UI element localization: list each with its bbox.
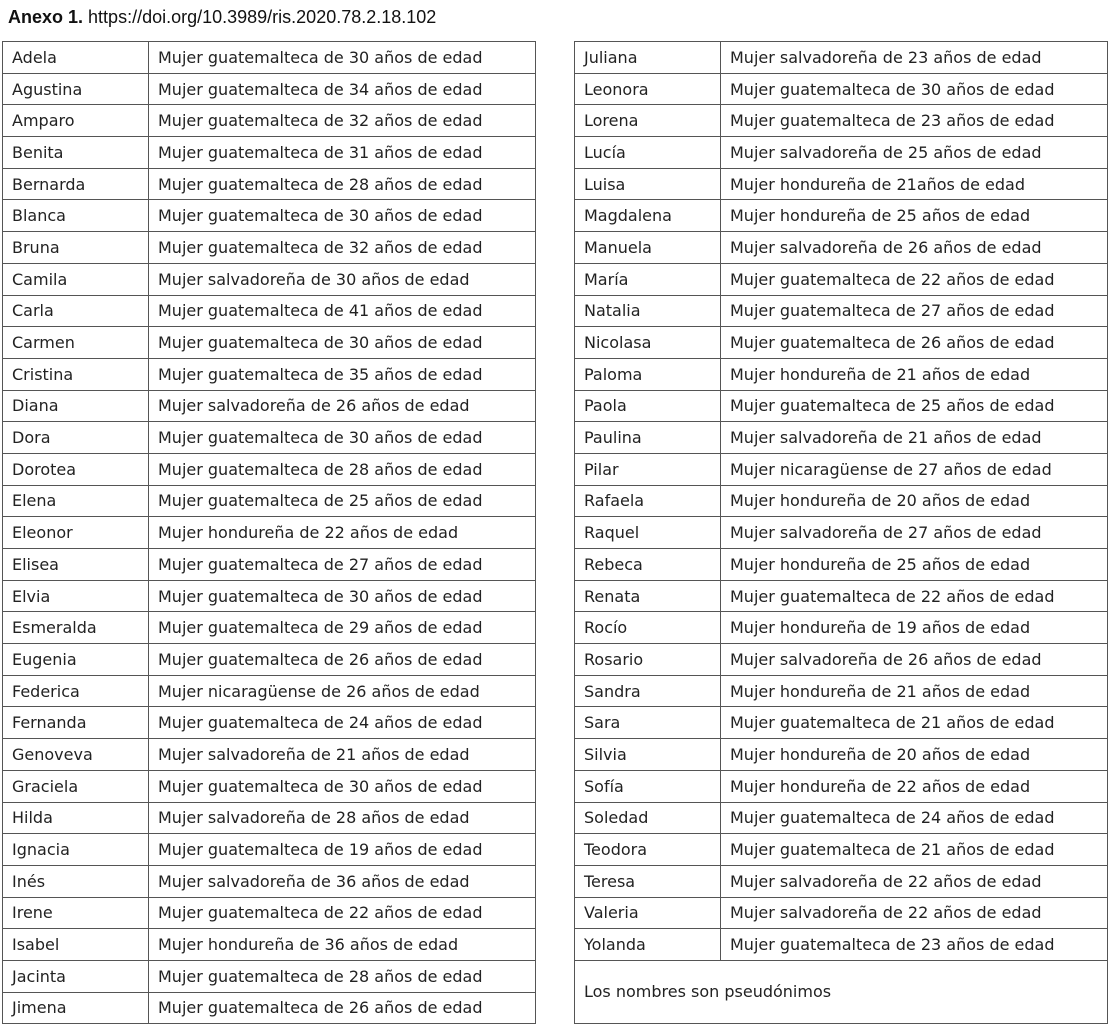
participant-name: Irene — [3, 897, 149, 929]
participant-description: Mujer guatemalteca de 30 años de edad — [149, 580, 536, 612]
participant-description: Mujer guatemalteca de 28 años de edad — [149, 960, 536, 992]
participant-description: Mujer salvadoreña de 21 años de edad — [721, 422, 1108, 454]
participant-description: Mujer nicaragüense de 26 años de edad — [149, 675, 536, 707]
annex-heading — [8, 4, 436, 30]
participant-name: Inés — [3, 865, 149, 897]
participant-name: Soledad — [575, 802, 721, 834]
table-row — [3, 137, 536, 169]
participant-name: Agustina — [3, 73, 149, 105]
participant-description: Mujer hondureña de 19 años de edad — [721, 612, 1108, 644]
table-row — [3, 485, 536, 517]
table-row — [575, 232, 1108, 264]
participant-description: Mujer guatemalteca de 21 años de edad — [721, 834, 1108, 866]
table-row — [3, 865, 536, 897]
participant-description: Mujer hondureña de 21años de edad — [721, 168, 1108, 200]
table-row — [575, 453, 1108, 485]
table-row — [3, 200, 536, 232]
annex-label: Anexo 1. — [8, 7, 84, 27]
participant-name: Elisea — [3, 549, 149, 581]
participant-description: Mujer guatemalteca de 26 años de edad — [721, 327, 1108, 359]
participant-name: Manuela — [575, 232, 721, 264]
table-row — [575, 200, 1108, 232]
participant-description: Mujer hondureña de 25 años de edad — [721, 200, 1108, 232]
table-row — [3, 390, 536, 422]
participant-name: Jacinta — [3, 960, 149, 992]
participant-name: Nicolasa — [575, 327, 721, 359]
participant-description: Mujer hondureña de 20 años de edad — [721, 739, 1108, 771]
participant-description: Mujer guatemalteca de 26 años de edad — [149, 992, 536, 1024]
participant-name: Paola — [575, 390, 721, 422]
table-row — [575, 707, 1108, 739]
participant-description: Mujer guatemalteca de 24 años de edad — [149, 707, 536, 739]
participant-description: Mujer guatemalteca de 28 años de edad — [149, 453, 536, 485]
participant-description: Mujer guatemalteca de 30 años de edad — [721, 73, 1108, 105]
participant-description: Mujer guatemalteca de 29 años de edad — [149, 612, 536, 644]
participant-description: Mujer guatemalteca de 21 años de edad — [721, 707, 1108, 739]
participant-name: Camila — [3, 263, 149, 295]
participant-name: Jimena — [3, 992, 149, 1024]
table-row — [575, 834, 1108, 866]
participant-name: Rebeca — [575, 549, 721, 581]
pseudonym-note: Los nombres son pseudónimos — [575, 960, 1108, 1023]
table-row — [575, 42, 1108, 74]
participant-description: Mujer guatemalteca de 32 años de edad — [149, 232, 536, 264]
participant-description: Mujer guatemalteca de 30 años de edad — [149, 42, 536, 74]
participant-name: Diana — [3, 390, 149, 422]
participant-description: Mujer guatemalteca de 28 años de edad — [149, 168, 536, 200]
participant-name: Elena — [3, 485, 149, 517]
participant-description: Mujer salvadoreña de 27 años de edad — [721, 517, 1108, 549]
participant-description: Mujer hondureña de 36 años de edad — [149, 929, 536, 961]
participant-description: Mujer salvadoreña de 36 años de edad — [149, 865, 536, 897]
participant-name: Adela — [3, 42, 149, 74]
participant-name: Bruna — [3, 232, 149, 264]
participant-description: Mujer hondureña de 20 años de edad — [721, 485, 1108, 517]
participant-name: Benita — [3, 137, 149, 169]
table-row — [575, 327, 1108, 359]
participant-name: Paulina — [575, 422, 721, 454]
participant-name: Ignacia — [3, 834, 149, 866]
participant-description: Mujer guatemalteca de 35 años de edad — [149, 358, 536, 390]
participant-name: Raquel — [575, 517, 721, 549]
participant-name: Teodora — [575, 834, 721, 866]
table-row — [3, 358, 536, 390]
participant-name: Isabel — [3, 929, 149, 961]
table-row — [575, 358, 1108, 390]
participant-name: Genoveva — [3, 739, 149, 771]
table-row — [3, 929, 536, 961]
table-row — [3, 580, 536, 612]
table-row — [3, 42, 536, 74]
participant-name: Lorena — [575, 105, 721, 137]
table-row — [575, 485, 1108, 517]
participant-description: Mujer guatemalteca de 27 años de edad — [721, 295, 1108, 327]
participant-description: Mujer guatemalteca de 30 años de edad — [149, 327, 536, 359]
participant-name: Rosario — [575, 644, 721, 676]
participant-description: Mujer guatemalteca de 34 años de edad — [149, 73, 536, 105]
table-row — [3, 802, 536, 834]
participant-name: Yolanda — [575, 929, 721, 961]
participant-name: Renata — [575, 580, 721, 612]
table-row — [3, 675, 536, 707]
table-row — [575, 137, 1108, 169]
participant-description: Mujer hondureña de 21 años de edad — [721, 675, 1108, 707]
table-row — [575, 770, 1108, 802]
participant-description: Mujer salvadoreña de 28 años de edad — [149, 802, 536, 834]
participant-name: Dorotea — [3, 453, 149, 485]
participant-name: Teresa — [575, 865, 721, 897]
participant-name: Hilda — [3, 802, 149, 834]
participant-description: Mujer salvadoreña de 21 años de edad — [149, 739, 536, 771]
participant-name: Eugenia — [3, 644, 149, 676]
participant-description: Mujer salvadoreña de 22 años de edad — [721, 897, 1108, 929]
table-row — [3, 232, 536, 264]
table-row — [575, 644, 1108, 676]
table-row — [575, 612, 1108, 644]
table-row — [575, 295, 1108, 327]
participant-description: Mujer guatemalteca de 23 años de edad — [721, 929, 1108, 961]
table-row — [3, 295, 536, 327]
table-row — [575, 549, 1108, 581]
participant-description: Mujer guatemalteca de 24 años de edad — [721, 802, 1108, 834]
table-row — [575, 73, 1108, 105]
participant-name: Paloma — [575, 358, 721, 390]
table-row — [575, 105, 1108, 137]
participant-description: Mujer guatemalteca de 30 años de edad — [149, 200, 536, 232]
participant-name: Amparo — [3, 105, 149, 137]
participant-name: Fernanda — [3, 707, 149, 739]
participant-description: Mujer hondureña de 22 años de edad — [149, 517, 536, 549]
table-row — [575, 263, 1108, 295]
participant-name: Bernarda — [3, 168, 149, 200]
participant-name: Magdalena — [575, 200, 721, 232]
table-row — [575, 897, 1108, 929]
participant-description: Mujer guatemalteca de 32 años de edad — [149, 105, 536, 137]
participant-description: Mujer guatemalteca de 25 años de edad — [721, 390, 1108, 422]
participant-name: Esmeralda — [3, 612, 149, 644]
participant-description: Mujer hondureña de 22 años de edad — [721, 770, 1108, 802]
table-row — [3, 834, 536, 866]
table-row — [3, 707, 536, 739]
participant-name: Pilar — [575, 453, 721, 485]
participant-description: Mujer salvadoreña de 22 años de edad — [721, 865, 1108, 897]
participant-name: Sara — [575, 707, 721, 739]
participants-table-right — [574, 41, 1108, 1024]
table-row — [3, 612, 536, 644]
table-row — [3, 168, 536, 200]
participant-name: Rocío — [575, 612, 721, 644]
participant-name: Cristina — [3, 358, 149, 390]
participant-name: Carla — [3, 295, 149, 327]
participant-description: Mujer salvadoreña de 26 años de edad — [721, 644, 1108, 676]
participant-description: Mujer salvadoreña de 26 años de edad — [721, 232, 1108, 264]
table-row — [3, 263, 536, 295]
participant-name: Juliana — [575, 42, 721, 74]
table-row — [3, 105, 536, 137]
note-row — [575, 960, 1108, 1023]
table-row — [575, 929, 1108, 961]
table-row — [3, 327, 536, 359]
participant-description: Mujer guatemalteca de 22 años de edad — [721, 580, 1108, 612]
table-row — [3, 422, 536, 454]
table-row — [575, 517, 1108, 549]
table-row — [3, 992, 536, 1024]
table-row — [3, 73, 536, 105]
table-row — [575, 802, 1108, 834]
participant-description: Mujer guatemalteca de 26 años de edad — [149, 644, 536, 676]
participant-name: Dora — [3, 422, 149, 454]
participant-name: Silvia — [575, 739, 721, 771]
participant-name: Sofía — [575, 770, 721, 802]
table-row — [3, 517, 536, 549]
participant-description: Mujer guatemalteca de 22 años de edad — [149, 897, 536, 929]
participant-name: Lucía — [575, 137, 721, 169]
participant-name: Natalia — [575, 295, 721, 327]
participant-description: Mujer salvadoreña de 23 años de edad — [721, 42, 1108, 74]
doi-link[interactable]: https://doi.org/10.3989/ris.2020.78.2.18.102 — [88, 7, 437, 27]
table-row — [3, 644, 536, 676]
participant-description: Mujer guatemalteca de 27 años de edad — [149, 549, 536, 581]
table-row — [3, 453, 536, 485]
participant-description: Mujer guatemalteca de 23 años de edad — [721, 105, 1108, 137]
participant-description: Mujer hondureña de 25 años de edad — [721, 549, 1108, 581]
participant-name: Rafaela — [575, 485, 721, 517]
table-row — [575, 168, 1108, 200]
participant-name: Luisa — [575, 168, 721, 200]
participant-description: Mujer guatemalteca de 31 años de edad — [149, 137, 536, 169]
participant-description: Mujer guatemalteca de 25 años de edad — [149, 485, 536, 517]
participant-name: María — [575, 263, 721, 295]
participant-description: Mujer guatemalteca de 30 años de edad — [149, 422, 536, 454]
participant-description: Mujer guatemalteca de 30 años de edad — [149, 770, 536, 802]
table-row — [575, 422, 1108, 454]
table-row — [575, 580, 1108, 612]
participant-description: Mujer salvadoreña de 25 años de edad — [721, 137, 1108, 169]
participant-description: Mujer salvadoreña de 26 años de edad — [149, 390, 536, 422]
participant-name: Sandra — [575, 675, 721, 707]
participant-name: Elvia — [3, 580, 149, 612]
table-row — [575, 390, 1108, 422]
table-row — [3, 770, 536, 802]
table-row — [575, 739, 1108, 771]
participant-description: Mujer nicaragüense de 27 años de edad — [721, 453, 1108, 485]
table-row — [575, 675, 1108, 707]
participant-name: Graciela — [3, 770, 149, 802]
participant-name: Carmen — [3, 327, 149, 359]
participants-table-left — [2, 41, 536, 1024]
participant-description: Mujer guatemalteca de 22 años de edad — [721, 263, 1108, 295]
table-row — [3, 549, 536, 581]
participant-description: Mujer hondureña de 21 años de edad — [721, 358, 1108, 390]
table-row — [3, 897, 536, 929]
participant-name: Federica — [3, 675, 149, 707]
participant-name: Eleonor — [3, 517, 149, 549]
participant-name: Blanca — [3, 200, 149, 232]
participant-description: Mujer salvadoreña de 30 años de edad — [149, 263, 536, 295]
participant-description: Mujer guatemalteca de 41 años de edad — [149, 295, 536, 327]
participant-description: Mujer guatemalteca de 19 años de edad — [149, 834, 536, 866]
table-row — [575, 865, 1108, 897]
participant-name: Leonora — [575, 73, 721, 105]
participant-name: Valeria — [575, 897, 721, 929]
table-row — [3, 960, 536, 992]
table-row — [3, 739, 536, 771]
